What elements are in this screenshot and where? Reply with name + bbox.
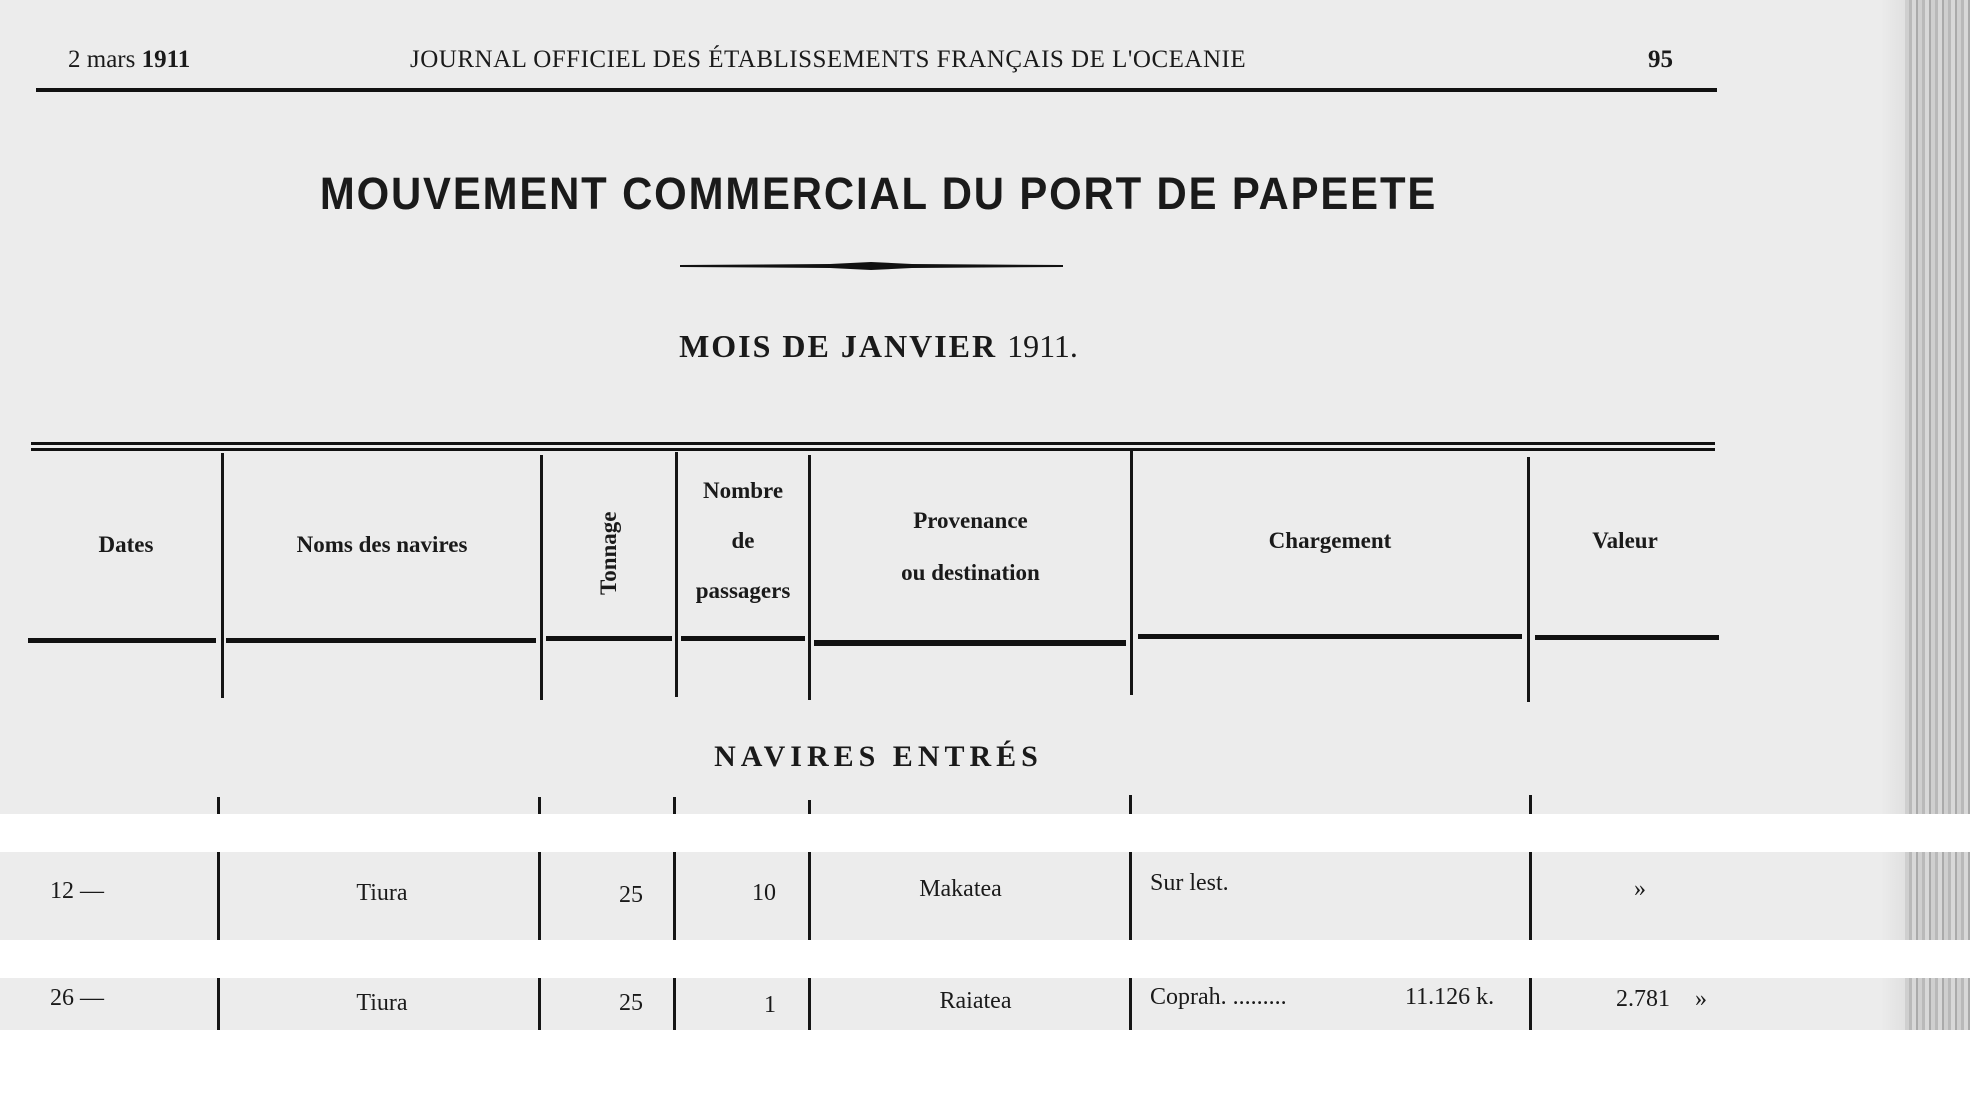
- scan-gap: [0, 814, 1970, 852]
- row-passengers: 10: [752, 880, 776, 906]
- header-rule: [36, 88, 1717, 92]
- ornament-divider: [680, 262, 1063, 270]
- provenance-header-line: Provenance: [913, 508, 1028, 533]
- header-bottom-rule: [1138, 634, 1522, 639]
- book-spine-edge: [1905, 0, 1970, 1030]
- date-day-month: 2 mars: [68, 46, 136, 73]
- provenance-header-line: ou destination: [901, 560, 1040, 585]
- page-number: 95: [1648, 46, 1673, 73]
- row-ship-name: Tiura: [356, 990, 408, 1016]
- subtitle-month: MOIS DE JANVIER: [679, 328, 998, 364]
- column-header-tonnage: Tonnage: [596, 511, 621, 595]
- passengers-header-line: passagers: [695, 578, 791, 603]
- header-bottom-rule: [546, 636, 672, 641]
- row-ship-name: Tiura: [356, 880, 408, 906]
- row-value: »: [1634, 876, 1646, 902]
- table-top-rule: [31, 442, 1715, 445]
- page-title: MOUVEMENT COMMERCIAL DU PORT DE PAPEETE: [319, 168, 1438, 219]
- column-divider: [1527, 457, 1530, 702]
- running-header-date: [68, 46, 190, 74]
- running-header-journal-title: JOURNAL OFFICIEL DES ÉTABLISSEMENTS FRANÇAIS DE L'OCEANIE: [410, 46, 1247, 73]
- row-tonnage: 25: [619, 990, 643, 1016]
- row-cargo-quantity: 11.126 k.: [1405, 984, 1495, 1010]
- column-header-value: Valeur: [1592, 528, 1658, 553]
- subtitle: [0, 328, 1757, 365]
- column-divider: [221, 453, 224, 698]
- row-passengers: 1: [764, 992, 776, 1018]
- row-date: 26 —: [50, 985, 104, 1011]
- column-header-passengers: [678, 466, 808, 616]
- row-cargo: Coprah. .........: [1150, 984, 1287, 1010]
- subtitle-year: 1911.: [1007, 328, 1078, 364]
- date-year: 1911: [141, 46, 191, 73]
- header-bottom-rule: [1535, 635, 1719, 640]
- passengers-header-line: de: [731, 528, 755, 553]
- section-heading-ships-entered: NAVIRES ENTRÉS: [714, 740, 1043, 773]
- column-header-dates: Dates: [98, 532, 154, 557]
- row-value: 2.781: [1616, 986, 1670, 1012]
- table-top-rule-2: [31, 448, 1715, 451]
- header-bottom-rule: [226, 638, 536, 643]
- passengers-header-line: Nombre: [702, 478, 784, 503]
- column-header-cargo: Chargement: [1268, 528, 1392, 553]
- column-divider: [1130, 450, 1133, 695]
- header-bottom-rule: [814, 640, 1126, 646]
- row-tonnage: 25: [619, 882, 643, 908]
- row-origin: Raiatea: [939, 988, 1012, 1014]
- column-header-ship-names: Noms des navires: [296, 532, 468, 557]
- header-bottom-rule: [681, 636, 805, 641]
- scan-gap: [0, 940, 1970, 978]
- scan-gap: [0, 1030, 1970, 1105]
- row-value-mark: »: [1695, 986, 1707, 1012]
- column-header-provenance: [811, 495, 1130, 599]
- row-cargo: Sur lest.: [1150, 870, 1229, 896]
- row-date: 12 —: [50, 878, 104, 904]
- header-bottom-rule: [28, 638, 216, 643]
- row-origin: Makatea: [919, 876, 1002, 902]
- column-divider: [540, 455, 543, 700]
